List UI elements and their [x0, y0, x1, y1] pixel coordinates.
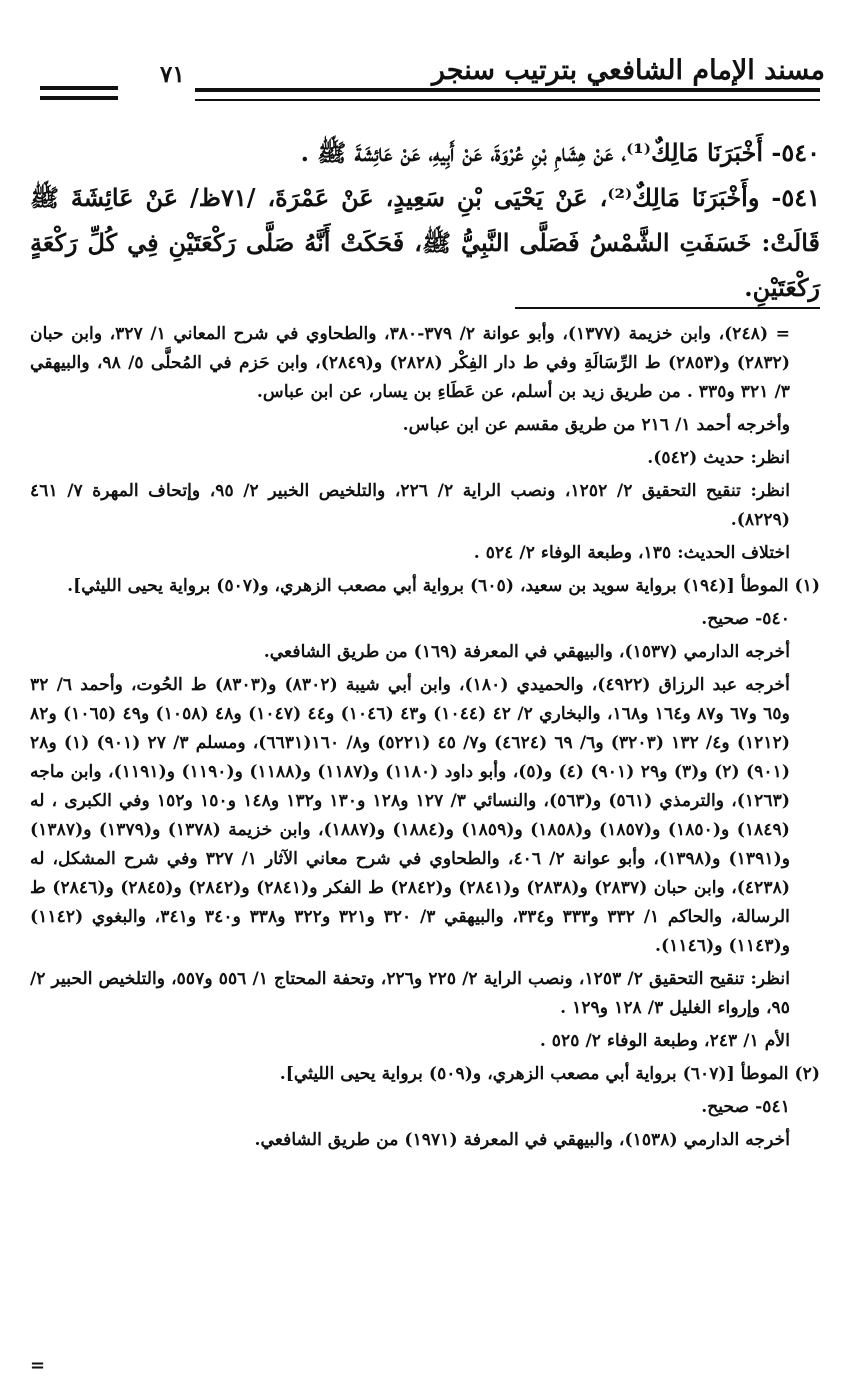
header-rule	[195, 88, 820, 92]
footnote-paragraph: انظر: تنقيح التحقيق ٢/ ١٢٥٢، ونصب الراية ٢/ ٢٢٦، والتلخيص الخبير ٢/ ٩٥، وإتحاف المهرة ٧/ ٤٦١ (٨٢٢٩).	[30, 481, 790, 530]
footnote-2: (٢) الموطأ [(٦٠٧) برواية أبي مصعب الزهري، و(٥٠٩) برواية يحيى الليثي].	[279, 1064, 820, 1084]
footnote-paragraph: أخرجه عبد الرزاق (٤٩٢٢)، والحميدي (١٨٠)، وابن أبي شيبة (٨٣٠٢) و(٨٣٠٣) ط الحُوت، وأحمد ٦/ ٣٢ و٦٥ و٦٧ و٨٧ و١٦٤ و١٦٨، والبخاري ٢/ ٤٢ (١٠٤٤) و٤٣ (١٠٤٦) و٤٤ (١٠٤٧) و٤٨ (١٠٥٨) و٤٩ (١٠٦٥) و٨٢ (١٢١٢) و٤/ ١٣٢ (٣٢٠٣) و٦/ ٦٩ (٤٦٢٤) و٧/ ٤٥ (٥٢٢١) و٨/ ١٦٠(٦٦٣١)، ومسلم ٣/ ٢٧ (٩٠١) (١) و٢٨ (٩٠١) (٢) و(٣) و٢٩ (٩٠١) (٤) و(٥)، وأبو داود (١١٨٠) و(١١٨٧) و(١١٨٨) و(١١٩٠) و(١١٩١)، وابن ماجه (١٢٦٣)، والترمذي (٥٦١) و(٥٦٣)، والنسائي ٣/ ١٢٧ و١٢٨ و١٣٠ و١٣٢ و١٤٨ و١٥٠ و١٥٢ وفي الكبرى ، له (١٨٤٩) و(١٨٥٠) و(١٨٥٧) و(١٨٥٨) و(١٨٥٩) و(١٨٨٤) و(١٨٨٧)، وابن خزيمة (١٣٧٨) و(١٣٧٩) و(١٣٨٧) و(١٣٩١) و(١٣٩٨)، وأبو عوانة ٢/ ٤٠٦، والطحاوي في شرح معاني الآثار ١/ ٣٢٧ وفي شرح المشكل، له (٤٢٣٨)، وابن حبان (٢٨٣٧) و(٢٨٣٨) و(٢٨٤١) و(٢٨٤٢) ط الفكر و(٢٨٤١) و(٢٨٤٢) و(٢٨٤٥) و(٢٨٤٦) ط الرسالة، والحاكم ١/ ٣٣٢ و٣٣٣ و٣٣٤، والبيهقي ٣/ ٣٢٠ و٣٢١ و٣٢٢ و٣٣٨ و٣٤٠ و٣٤١، والبغوي (١١٤٢) و(١١٤٣) و(١١٤٦).	[30, 675, 791, 956]
footnotes	[30, 320, 820, 1159]
footnote-paragraph: انظر: تنقيح التحقيق ٢/ ١٢٥٣، ونصب الراية ٢/ ٢٢٥ و٢٢٦، وتحفة المحتاج ١/ ٥٥٦ و٥٥٧، والتلخيص الحبير ٢/ ٩٥، وإرواء الغليل ٣/ ١٢٨ و١٢٩ .	[30, 969, 790, 1018]
footnote-paragraph: الأم ١/ ٢٤٣، وطبعة الوفاء ٢/ ٥٢٥ .	[539, 1031, 790, 1051]
footnote-paragraph: أخرجه الدارمي (١٥٣٧)، والبيهقي في المعرفة (١٦٩) من طريق الشافعي.	[263, 642, 790, 662]
page-number: ٧١	[160, 61, 185, 88]
running-title: مسند الإمام الشافعي بترتيب سنجر	[431, 55, 825, 86]
continuation-mark: =	[30, 1355, 46, 1376]
main-text	[30, 130, 820, 310]
hadith-540: ٥٤٠- أَخْبَرَنَا مَالِكٌ⁽¹⁾، عَنْ هِشَامِ بْنِ عُرْوَةَ، عَنْ أَبِيهِ، عَنْ عَائِشَةَ ﷺ .	[300, 138, 820, 167]
footnote-separator	[515, 307, 820, 309]
footnote-paragraph: = (٢٤٨)، وابن خزيمة (١٣٧٧)، وأبو عوانة ٢/ ٣٧٩-٣٨٠، والطحاوي في شرح المعاني ١/ ٣٢٧، وابن حبان (٢٨٣٢) و(٢٨٥٣) ط الرِّسَالَةِ وفي ط دار الفِكْر (٢٨٢٨) و(٢٨٤٩)، وابن حَزم في المُحلَّى ٥/ ٩٨، والبيهقي ٣/ ٣٢١ و٣٣٥ . من طريق زيد بن أسلم، عن عَطَاءِ بن يسار، عن ابن عباس.	[30, 324, 790, 402]
header-rule	[40, 96, 118, 100]
footnote-paragraph: وأخرجه أحمد ١/ ٢١٦ من طريق مقسم عن ابن عباس.	[402, 415, 790, 435]
footnote-paragraph: أخرجه الدارمي (١٥٣٨)، والبيهقي في المعرفة (١٩٧١) من طريق الشافعي.	[254, 1130, 790, 1150]
footnote-paragraph: انظر: حديث (٥٤٢).	[647, 448, 790, 468]
header-rule	[40, 86, 118, 90]
footnote-paragraph: اختلاف الحديث: ١٣٥، وطبعة الوفاء ٢/ ٥٢٤ .	[473, 543, 790, 563]
footnote-heading: ٥٤١- صحيح.	[701, 1097, 790, 1117]
hadith-541: ٥٤١- وأَخْبَرَنَا مَالِكٌ⁽²⁾، عَنْ يَحْيَى بْنِ سَعِيدٍ، عَنْ عَمْرَةَ، /٧١ظ/ عَنْ عَائِشَةَ ﷺ قَالَتْ: خَسَفَتِ الشَّمْسُ فَصَلَّى النَّبِيُّ ﷺ، فَحَكَتْ أَنَّهُ صَلَّى رَكْعَتَيْنِ فِي كُلِّ رَكْعَةٍ رَكْعَتَيْنِ.	[30, 183, 820, 302]
footnote-heading: ٥٤٠- صحيح.	[701, 609, 790, 629]
header-rule	[195, 99, 820, 101]
footnote-1: (١) الموطأ [(١٩٤) برواية سويد بن سعيد، (٦٠٥) برواية أبي مصعب الزهري، و(٥٠٧) برواية يحيى الليثي].	[67, 576, 820, 596]
page-header	[30, 55, 825, 105]
